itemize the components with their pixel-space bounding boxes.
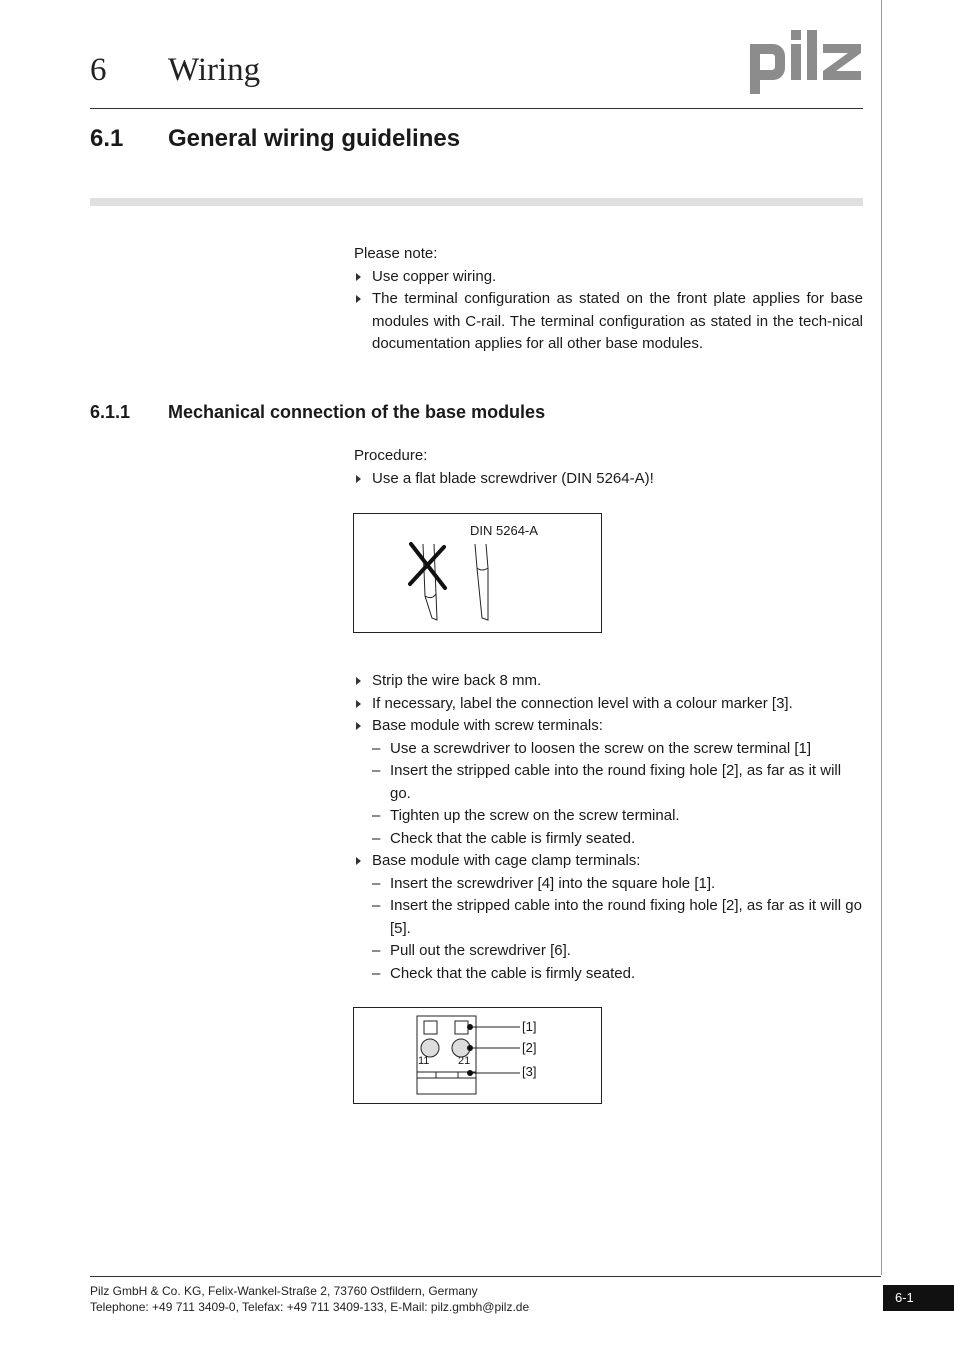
bullet-arrow-icon [356,700,361,708]
callout-dot-icon [467,1024,473,1030]
screw-step: – Insert the stripped cable into the round fixing hole [2], as far as it will go. [372,762,842,802]
page-number: 6-1 [883,1285,954,1311]
bullet-arrow-icon [356,475,361,483]
step-bullet: Base module with screw terminals: [354,715,863,738]
cage-step: – Check that the cable is firmly seated. [372,964,636,982]
section-divider-bar [90,198,863,206]
wrong-cross-icon [410,544,445,588]
note-bullet: The terminal configuration as stated on the front plate applies for base modules with C-rail. The terminal configuration as stated in the tech-nical documentation applies for all other base modules. [354,288,863,356]
step-bullet: Base module with cage clamp terminals: [354,850,863,873]
bullet-arrow-icon [356,857,361,865]
bullet-arrow-icon [356,273,361,281]
note-block [354,243,863,356]
procedure-intro: Procedure: [354,447,428,464]
note-intro: Please note: [354,245,438,262]
pilz-logo [745,24,865,96]
section-number: 6.1 [90,125,124,152]
header-rule [90,108,863,109]
procedure-block [354,445,863,490]
square-hole-icon [455,1021,468,1034]
footer-line: Pilz GmbH & Co. KG, Felix-Wankel-Straße 2, 73760 Ostfildern, Germany [90,1284,478,1298]
callout-dot-icon [467,1070,473,1076]
terminal-figure [353,1007,602,1104]
footer-rule [90,1276,881,1277]
screw-step: – Check that the cable is firmly seated. [372,829,636,847]
terminal-drawing [354,1008,601,1103]
square-hole-icon [424,1021,437,1034]
procedure-bullet: Use a flat blade screwdriver (DIN 5264-A)! [354,468,863,491]
callout-label: [1] [522,1019,537,1034]
screw-step: – Use a screwdriver to loosen the screw on the screw terminal [1] [372,739,812,757]
bullet-arrow-icon [356,295,361,303]
subsection-title: Mechanical connection of the base modules [168,402,546,422]
terminal-label-right: 21 [458,1055,471,1067]
screwdriver-figure [353,513,602,633]
footer-address [90,1283,529,1315]
cage-step: – Pull out the screwdriver [6]. [372,942,571,959]
right-margin-rule [881,0,882,1275]
section-title: General wiring guidelines [168,125,461,152]
footer-line: Telephone: +49 711 3409-0, Telefax: +49 711 3409-133, E-Mail: pilz.gmbh@pilz.de [90,1300,530,1314]
screw-step: – Tighten up the screw on the screw terminal. [372,807,680,824]
chapter-number: 6 [90,52,107,88]
terminal-label-left: 11 [418,1055,430,1067]
cage-step: – Insert the screwdriver [4] into the square hole [1]. [372,874,716,892]
callout-dot-icon [467,1045,473,1051]
steps-block [354,670,863,985]
note-bullet: Use copper wiring. [354,266,863,289]
screwdriver-blades-drawing [354,514,601,632]
chapter-title: Wiring [168,52,261,88]
subsection-number: 6.1.1 [90,402,131,422]
callout-label: [3] [522,1064,537,1079]
din-label: DIN 5264-A [470,523,538,538]
step-bullet: Strip the wire back 8 mm. [354,670,863,693]
cage-step: – Insert the stripped cable into the round fixing hole [2], as far as it will go [5]. [372,897,862,937]
bullet-arrow-icon [356,722,361,730]
bullet-arrow-icon [356,677,361,685]
callout-label: [2] [522,1040,537,1055]
step-bullet: If necessary, label the connection level with a colour marker [3]. [354,693,863,716]
